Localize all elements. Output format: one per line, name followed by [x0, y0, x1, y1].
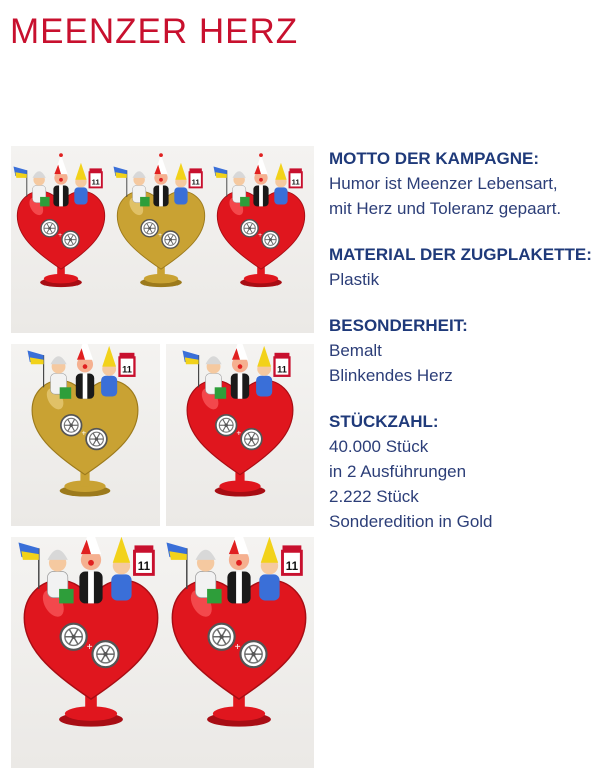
- photo-three-badges: [11, 146, 314, 333]
- calendar-eleven: [283, 545, 302, 574]
- wheel-emblem: [209, 624, 235, 650]
- calendar-eleven: [275, 353, 290, 376]
- section-line: in 2 Ausführungen: [329, 462, 467, 481]
- two-red-badges-image: [11, 537, 314, 768]
- svg-text:+: +: [258, 231, 262, 239]
- photo-two-red-badges: [11, 537, 314, 768]
- section-line: Plastik: [329, 270, 380, 289]
- calendar-eleven: [290, 168, 302, 187]
- calendar-eleven: [90, 168, 102, 187]
- svg-text:11: 11: [122, 364, 132, 375]
- section-line: mit Herz und Toleranz gepaart.: [329, 199, 562, 218]
- svg-text:11: 11: [191, 177, 200, 187]
- section-label: STÜCKZAHL:: [329, 412, 439, 431]
- photo-gold-badge: [11, 344, 160, 526]
- section-label: MOTTO DER KAMPAGNE:: [329, 149, 539, 168]
- calendar-eleven: [120, 353, 135, 376]
- wheel-emblem: [241, 220, 258, 237]
- section-material: [329, 242, 594, 292]
- section-motto: [329, 146, 594, 221]
- gold-badge-image: [11, 344, 160, 526]
- svg-text:11: 11: [285, 560, 299, 574]
- red-badge-image: [166, 344, 314, 526]
- wheel-emblem: [240, 641, 266, 667]
- svg-text:+: +: [58, 231, 62, 239]
- svg-text:11: 11: [291, 177, 300, 187]
- svg-text:+: +: [81, 428, 87, 438]
- section-line: Bemalt: [329, 341, 382, 360]
- section-label: BESONDERHEIT:: [329, 316, 468, 335]
- badge-red-right-large: [167, 537, 306, 727]
- wheel-emblem: [62, 231, 79, 248]
- section-line: Humor ist Meenzer Lebensart,: [329, 174, 558, 193]
- wheel-emblem: [41, 220, 58, 237]
- svg-text:11: 11: [137, 560, 151, 574]
- wheel-emblem: [262, 231, 279, 248]
- wheel-emblem: [61, 415, 82, 436]
- wheel-emblem: [141, 220, 158, 237]
- section-special: [329, 313, 594, 388]
- badge-gold-center: [114, 153, 205, 287]
- badge-red-left-large: [18, 537, 157, 727]
- svg-text:+: +: [158, 231, 162, 239]
- svg-text:+: +: [86, 641, 93, 653]
- three-badges-image: [11, 146, 314, 333]
- section-line: Sonderedition in Gold: [329, 512, 493, 531]
- section-line: 40.000 Stück: [329, 437, 429, 456]
- section-quantity: [329, 409, 594, 534]
- wheel-emblem: [86, 429, 107, 450]
- calendar-eleven: [190, 168, 202, 187]
- svg-text:11: 11: [91, 177, 100, 187]
- section-line: 2.222 Stück: [329, 487, 419, 506]
- page-title: MEENZER HERZ: [10, 12, 299, 51]
- svg-text:+: +: [236, 428, 242, 438]
- svg-text:+: +: [234, 641, 241, 653]
- wheel-emblem: [216, 415, 237, 436]
- wheel-emblem: [61, 624, 87, 650]
- badge-gold: [28, 344, 138, 497]
- wheel-emblem: [241, 429, 262, 450]
- svg-text:11: 11: [277, 364, 287, 375]
- section-line: Blinkendes Herz: [329, 366, 453, 385]
- badge-red-left: [13, 153, 104, 287]
- wheel-emblem: [92, 641, 118, 667]
- info-panel: [329, 146, 594, 555]
- badge-red: [183, 344, 293, 497]
- section-label: MATERIAL DER ZUGPLAKETTE:: [329, 245, 592, 264]
- badge-red-right: [214, 153, 305, 287]
- wheel-emblem: [162, 231, 179, 248]
- calendar-eleven: [135, 545, 154, 574]
- photo-red-badge: [166, 344, 314, 526]
